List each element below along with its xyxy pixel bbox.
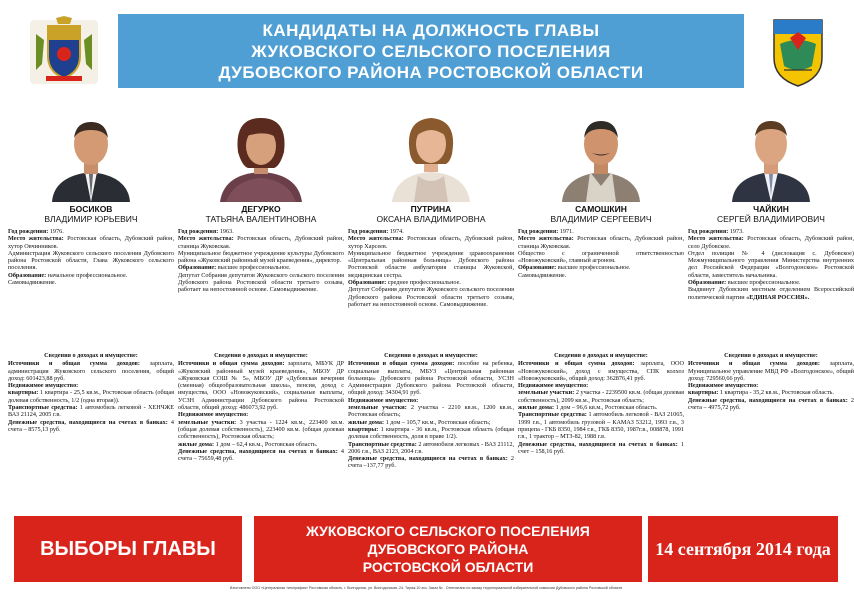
label-born: Год рождения: (688, 228, 729, 235)
election-label-band (14, 516, 242, 582)
candidate-surname: ЧАЙКИН (753, 204, 789, 214)
residence-value: Ростовская область, Дубовский район, село Дубовское. (688, 235, 854, 250)
income-heading: Сведения о доходах и имуществе: (724, 352, 818, 359)
candidate-portrait-icon (48, 106, 134, 202)
income-value: зарплата, администрация Жуковского сельского поселения, общий доход: 601423,88 руб. (8, 360, 175, 382)
houses-value: 1 дом – 62,4 кв.м., Ростовская область. (215, 440, 318, 448)
houses-value: 1 дом – 105,7 кв.м., Ростовская область; (385, 418, 491, 426)
nomination-value: Депутат Собрания депутатов Жуковского сельского поселения Дубовского района Ростовской области третьего созыва, работает на непостоянной основе. Самовыдвижение. (178, 271, 344, 294)
income-heading: Сведения о доходах и имуществе: (554, 352, 648, 359)
income-value: зарплата, МБУК ДР «Жуковский районный музей краеведения», МБОУ ДР «Жуковская СОШ № 5», МБОУ ДР «Дубовская вечерняя (сменная) общеобразовательная школа», пенсия, доход с имущества, ООО «Новожуковский», социальные выплаты, УСЗН Администрации Дубовского района Ростовской области, общий доход: 486073,92 руб. (178, 360, 344, 412)
candidate-portrait-icon (558, 106, 644, 202)
income-section (178, 352, 344, 462)
dubovsky-district-coat-of-arms-icon (760, 14, 836, 90)
label-land: земельные участки: (348, 404, 407, 412)
education-value: начальное профессиональное. (47, 271, 128, 279)
born-value: 1963. (219, 228, 234, 235)
label-money: Денежные средства, находящиеся на счетах в банках: (178, 447, 338, 455)
transport-value: 2 автомобиля легковых - ВАЗ 21112, 2006 г.в., ВАЗ 2123, 2004 г.в. (348, 440, 515, 455)
candidate-first-patronymic: ВЛАДИМИР ЮРЬЕВИЧ (44, 214, 138, 224)
label-residence: Место жительства: (688, 235, 744, 243)
residence-value: Ростовская область, Дубовский район, хутор Овчинников. (8, 235, 174, 250)
label-born: Год рождения: (8, 228, 49, 235)
label-income: Источники и общая сумма доходов: (348, 360, 455, 368)
money-value: 4 счета – 75659,48 руб. (178, 447, 345, 463)
label-residence: Место жительства: (8, 235, 64, 243)
residence-value: Ростовская область, Дубовский район, хутор Харсеев. (348, 235, 514, 250)
label-education: Образование: (178, 264, 217, 272)
header (0, 0, 850, 100)
title-line-2: ЖУКОВСКОГО СЕЛЬСКОГО ПОСЕЛЕНИЯ (251, 41, 611, 61)
label-income: Источники и общая сумма доходов: (178, 360, 285, 368)
candidate-surname: ДЕГУРКО (241, 204, 281, 214)
label-apartments: квартиры: (348, 425, 379, 433)
party-name: «ЕДИНАЯ РОССИЯ». (746, 293, 810, 301)
candidate-name (688, 204, 854, 224)
transport-value: 1 автомобиль легковой - ВАЗ 21065, 1999 г.в., 1 автомобиль грузовой – КАМАЗ 53212, 1993 г.в., 3 прицепа - ГКБ 8350, 1984 г.в., ГКБ 8350, 1987г.в., 008878, 1991 г.в., 1 трактор – МТЗ-82, 1988 г.в. (518, 411, 685, 441)
income-section (688, 352, 854, 411)
candidate-bio (688, 228, 854, 301)
income-section (518, 352, 684, 455)
candidate-surname: ПУТРИНА (410, 204, 452, 214)
nomination-value: Депутат Собрания депутатов Жуковского сельского поселения Дубовского района Ростовской области третьего созыва, работает на непостоянной основе. Самовыдвижение. (348, 286, 514, 308)
label-residence: Место жительства: (348, 235, 404, 243)
income-section (348, 352, 514, 470)
income-value: зарплата, Муниципальное управление МВД РФ «Волгодонское», общий доход: 729560,66 руб. (688, 360, 854, 382)
income-heading: Сведения о доходах и имуществе: (214, 352, 308, 359)
born-value: 1976. (49, 228, 64, 235)
houses-value: 1 дом – 96,6 кв.м., Ростовская область. (555, 404, 658, 412)
label-money: Денежные средства, находящиеся на счетах в банках: (348, 455, 508, 463)
candidate-bio (518, 228, 684, 279)
candidate-bio (178, 228, 344, 294)
label-income: Источники и общая сумма доходов: (518, 360, 635, 368)
label-realty: Недвижимое имущество: (178, 411, 249, 419)
label-realty: Недвижимое имущество: (348, 396, 419, 404)
label-money: Денежные средства, находящиеся на счетах в банках: (518, 440, 678, 448)
label-apartments: квартиры: (8, 389, 39, 397)
label-houses: жилые дома: (178, 440, 215, 448)
candidate-first-patronymic: ОКСАНА ВЛАДИМИРОВНА (376, 214, 486, 224)
land-value: 2 участка - 2210 кв.м., 1200 кв.м., Ростовская область; (348, 404, 515, 419)
print-imprint: Изготовлено ООО «Центральная типография» Ростовская область, г. Волгодонск, ул. Волгодонская, 24. Тираж 10 экз. Заказ № . Отпечатано по заказу территориальной избирательной комиссии Дубовского района Ростовской области (229, 586, 623, 590)
education-value: высшее профессиональное. (727, 279, 801, 287)
money-value: 2 счета –137,77 руб. (348, 455, 515, 470)
candidate-surname: САМОШКИН (575, 204, 627, 214)
income-heading: Сведения о доходах и имуществе: (384, 352, 478, 359)
residence-value: Ростовская область, Дубовский район, станица Жуковская. (518, 235, 684, 250)
title-line-1: КАНДИДАТЫ НА ДОЛЖНОСТЬ ГЛАВЫ (262, 20, 600, 40)
candidate-first-patronymic: СЕРГЕЙ ВЛАДИМИРОВИЧ (717, 214, 825, 224)
footer (0, 512, 850, 600)
settlement-line-3: РОСТОВСКОЙ ОБЛАСТИ (362, 559, 534, 575)
label-realty: Недвижимое имущество: (8, 382, 79, 390)
income-value: зарплата, ООО «Новожуковский», доход с имущества, СПК колхоз «Новожуковский», общий доход: 362876,41 руб. (518, 360, 684, 382)
candidate-portrait-icon (728, 106, 814, 202)
settlement-line-2: ДУБОВСКОГО РАЙОНА (367, 541, 529, 557)
apartments-value: 1 квартира - 25,5 кв.м., Ростовская область (общая долевая собственность, 1/2 (одна вторая)). (8, 389, 175, 404)
label-apartments: квартиры: (688, 389, 719, 397)
candidate-surname: БОСИКОВ (69, 204, 113, 214)
label-transport: Транспортные средства: (518, 411, 587, 419)
money-value: 4 счета – 8575,13 руб. (8, 418, 175, 433)
candidate-name (8, 204, 174, 224)
label-money: Денежные средства, находящиеся на счетах в банках: (8, 418, 168, 426)
election-date-band (648, 516, 838, 582)
land-value: 2 участка - 2239500 кв.м. (общая долевая собственность), 2099 кв.м., Ростовская область; (518, 389, 685, 404)
label-realty: Недвижимое имущество: (518, 382, 589, 390)
label-education: Образование: (348, 279, 387, 287)
label-land: земельные участки: (518, 389, 575, 397)
income-value: пособие на ребенка, социальные выплаты, МБУЗ «Центральная районная больница» Дубовского района Ростовской области, УСЗН Администрации Дубовского района Ростовской области, общий доход: 34304,91 руб. (348, 360, 514, 397)
born-value: 1973. (729, 228, 744, 235)
candidate-portrait-icon (388, 106, 474, 202)
money-value: 1 счет – 158,16 руб. (518, 440, 685, 455)
candidate-name (518, 204, 684, 224)
label-residence: Место жительства: (518, 235, 574, 243)
nomination-value: Выдвинут Дубовским местным отделением Всероссийской политической партии (688, 286, 854, 301)
apartments-value: 1 квартира - 36 кв.м., Ростовская область (общая долевая собственность, доля в праве 1/2). (348, 425, 514, 441)
work-value: Общество с ограниченной ответственностью «Новожуковский», главный агроном. (518, 249, 684, 265)
candidate-portrait-icon (218, 106, 304, 202)
income-heading: Сведения о доходах и имуществе: (44, 352, 138, 359)
work-value: Отдел полиции № 4 (дислокация с. Дубовское) Межмуниципального управления Министерства внутренних дел Российской Федерации «Волгодонское» Ростовской области, заместитель начальника. (688, 249, 854, 279)
label-education: Образование: (688, 279, 727, 287)
label-houses: жилые дома: (348, 418, 385, 426)
label-land: земельные участки: (178, 418, 237, 426)
candidate-bio (348, 228, 514, 308)
candidate-name (348, 204, 514, 224)
label-income: Источники и общая сумма доходов: (688, 360, 820, 368)
title-banner (118, 14, 744, 88)
election-label: ВЫБОРЫ ГЛАВЫ (40, 537, 216, 560)
apartments-value: 1 квартира - 35,2 кв.м., Ростовская область. (719, 389, 834, 397)
work-value: Муниципальное бюджетное учреждение здравоохранения «Центральная районная больница» Дубовского района Ростовской области амбулатория станицы Жуковской, медицинская сестра. (348, 249, 514, 279)
label-born: Год рождения: (518, 228, 559, 235)
rostov-oblast-coat-of-arms-icon (26, 14, 102, 90)
label-born: Год рождения: (178, 228, 219, 235)
label-transport: Транспортные средства: (8, 404, 78, 412)
born-value: 1974. (389, 228, 404, 235)
candidate-first-patronymic: ВЛАДИМИР СЕРГЕЕВИЧ (550, 214, 652, 224)
label-houses: жилые дома: (518, 404, 555, 412)
settlement-line-1: ЖУКОВСКОГО СЕЛЬСКОГО ПОСЕЛЕНИЯ (306, 523, 590, 539)
education-value: высшее профессиональное. (557, 264, 631, 272)
label-transport: Транспортные средства: (348, 440, 417, 448)
candidate-bio (8, 228, 174, 286)
candidate-first-patronymic: ТАТЬЯНА ВАЛЕНТИНОВНА (205, 214, 317, 224)
title-line-3: ДУБОВСКОГО РАЙОНА РОСТОВСКОЙ ОБЛАСТИ (218, 62, 644, 82)
income-section (8, 352, 174, 433)
label-income: Источники и общая сумма доходов: (8, 360, 140, 368)
money-value: 2 счета – 4975,72 руб. (688, 396, 854, 412)
education-value: среднее профессиональное. (387, 279, 461, 287)
candidate-name (178, 204, 344, 224)
residence-value: Ростовская область, Дубовский район, станица Жуковская. (178, 235, 344, 250)
land-value: 3 участка - 1224 кв.м., 223400 кв.м. (общая долевая собственность), 223400 кв.м. (общая долевая собственность), Ростовская область; (178, 418, 345, 441)
work-value: Муниципальное бюджетное учреждение культуры Дубовского района «Жуковский районный музей краеведения», директор. (178, 249, 344, 265)
nomination-value: Самовыдвижение. (8, 279, 57, 287)
label-education: Образование: (518, 264, 557, 272)
settlement-band (254, 516, 642, 582)
election-date: 14 сентября 2014 года (655, 538, 831, 559)
label-born: Год рождения: (348, 228, 389, 235)
label-realty: Недвижимое имущество: (688, 382, 759, 390)
education-value: высшее профессиональное. (217, 264, 291, 272)
work-value: Администрация Жуковского сельского поселения Дубовского района Ростовской области, Глава Жуковского сельского поселения. (8, 249, 174, 272)
label-residence: Место жительства: (178, 235, 234, 243)
nomination-value: Самовыдвижение. (518, 271, 567, 279)
born-value: 1971. (559, 228, 574, 235)
transport-value: 1 автомобиль легковой - ХЕНЧЖЕ ВАЗ 21124, 2005 г.в. (8, 404, 175, 419)
label-education: Образование: (8, 271, 47, 279)
label-money: Денежные средства, находящиеся на счетах в банках: (688, 396, 848, 404)
